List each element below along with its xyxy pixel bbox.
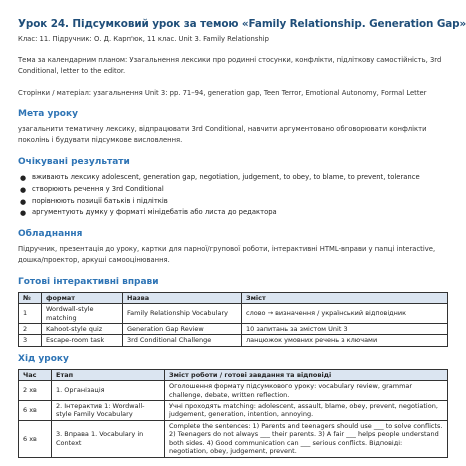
table-cell: 6 хв [19, 401, 52, 421]
lesson-meta: Клас: 11. Підручник: О. Д. Карп'юк, 11 клас. Unit 3. Family Relationship [18, 35, 269, 43]
col-name-header: Назва [123, 292, 242, 303]
bullet-icon: ● [20, 173, 27, 182]
col-content-header: Зміст [242, 292, 448, 303]
table-row [19, 324, 448, 335]
table-cell: 6 хв [19, 420, 52, 457]
col-work-header: Зміст роботи / готові завдання та відповіді [165, 369, 448, 380]
table-header-row [19, 369, 448, 380]
table-cell: Escape-room task [42, 335, 123, 346]
outcome-text: порівнюють позиції батьків і підлітків [32, 196, 168, 205]
table-row [19, 381, 448, 401]
table-cell: ланцюжок умовних речень з ключами [242, 335, 448, 346]
outcome-text: аргументують думку у форматі мінідебатів або листа до редактора [32, 208, 277, 217]
outcomes-heading: Очікувані результати [18, 157, 130, 167]
table-row [19, 304, 448, 324]
goal-text: узагальнити тематичну лексику, відпрацювати 3rd Conditional, навчити аргументовано обговорювати конфлікти поколінь і будувати підсумкове висловлення. [18, 125, 427, 145]
table-row [19, 335, 448, 346]
list-item [18, 184, 448, 196]
outcome-text: створюють речення у 3rd Conditional [32, 184, 164, 193]
outcome-text: вживають лексику adolescent, generation gap, negotiation, judgement, to obey, to blame, to prevent, tolerance [32, 172, 420, 181]
table-cell: 1 [19, 304, 42, 324]
list-item [18, 207, 448, 219]
col-stage-header: Етап [52, 369, 165, 380]
bullet-icon: ● [20, 197, 27, 206]
table-cell: 3 [19, 335, 42, 346]
ready-exercises-heading: Готові інтерактивні вправи [18, 276, 159, 287]
pages-paragraph: Сторінки / матеріал: узагальнення Unit 3: pp. 71–94, generation gap, Teen Terror, Emotional Autonomy, Formal Letter [18, 88, 427, 97]
table-cell: 1. Організація [52, 381, 165, 401]
col-format-header: формат [42, 292, 123, 303]
bullet-icon: ● [20, 185, 27, 194]
lesson-flow-table [18, 369, 448, 458]
table-cell: слово → визначення / український відповідник [242, 304, 448, 324]
table-row [19, 401, 448, 421]
table-row [19, 420, 448, 457]
table-cell: Generation Gap Review [123, 324, 242, 335]
table-cell: 10 запитань за змістом Unit 3 [242, 324, 448, 335]
col-number-header: № [19, 292, 42, 303]
lesson-flow-heading: Хід уроку [18, 353, 69, 364]
col-time-header: Час [19, 369, 52, 380]
table-cell: 2 хв [19, 381, 52, 401]
table-cell: Оголошення формату підсумкового уроку: vocabulary review, grammar challenge, debate, written reflection. [165, 381, 448, 401]
bullet-icon: ● [20, 209, 27, 218]
table-cell: Учні проходять matching: adolescent, assault, blame, obey, prevent, negotiation, judgement, generation, intention, annoying. [165, 401, 448, 421]
page-title: Урок 24. Підсумковий урок за темою «Family Relationship. Generation Gap» [18, 18, 466, 30]
table-header-row [19, 292, 448, 303]
list-item [18, 172, 448, 184]
table-cell: Kahoot-style quiz [42, 324, 123, 335]
outcomes-list [18, 172, 448, 220]
table-cell: Family Relationship Vocabulary [123, 304, 242, 324]
topic-paragraph: Тема за календарним планом: Узагальнення лексики про родинні стосунки, конфлікти, підліткову самостійність, 3rd Conditional, letter to the editor. [18, 55, 442, 75]
goal-heading: Мета уроку [18, 109, 78, 120]
list-item [18, 196, 448, 208]
table-cell: 2 [19, 324, 42, 335]
table-cell: 2. Інтерактив 1: Wordwall-style Family Vocabulary [52, 401, 165, 421]
table-cell: 3rd Conditional Challenge [123, 335, 242, 346]
table-cell: Wordwall-style matching [42, 304, 123, 324]
equipment-heading: Обладнання [18, 229, 83, 240]
table-cell: 3. Вправа 1. Vocabulary in Context [52, 420, 165, 457]
equipment-text: Підручник, презентація до уроку, картки для парної/групової роботи, інтерактивні HTML-вправи у папці interactive, дошка/проектор, аркуші самооцінювання. [18, 245, 436, 265]
ready-exercises-table [18, 292, 448, 347]
table-cell: Complete the sentences: 1) Parents and teenagers should use ___ to solve conflicts. 2) Teenagers do not always ___ their parents. 3) A fair ___ helps people understand both sides. 4) Good communication can ___ serious conflicts. Відповіді: negotiation, obey, judgement, prevent. [165, 420, 448, 457]
